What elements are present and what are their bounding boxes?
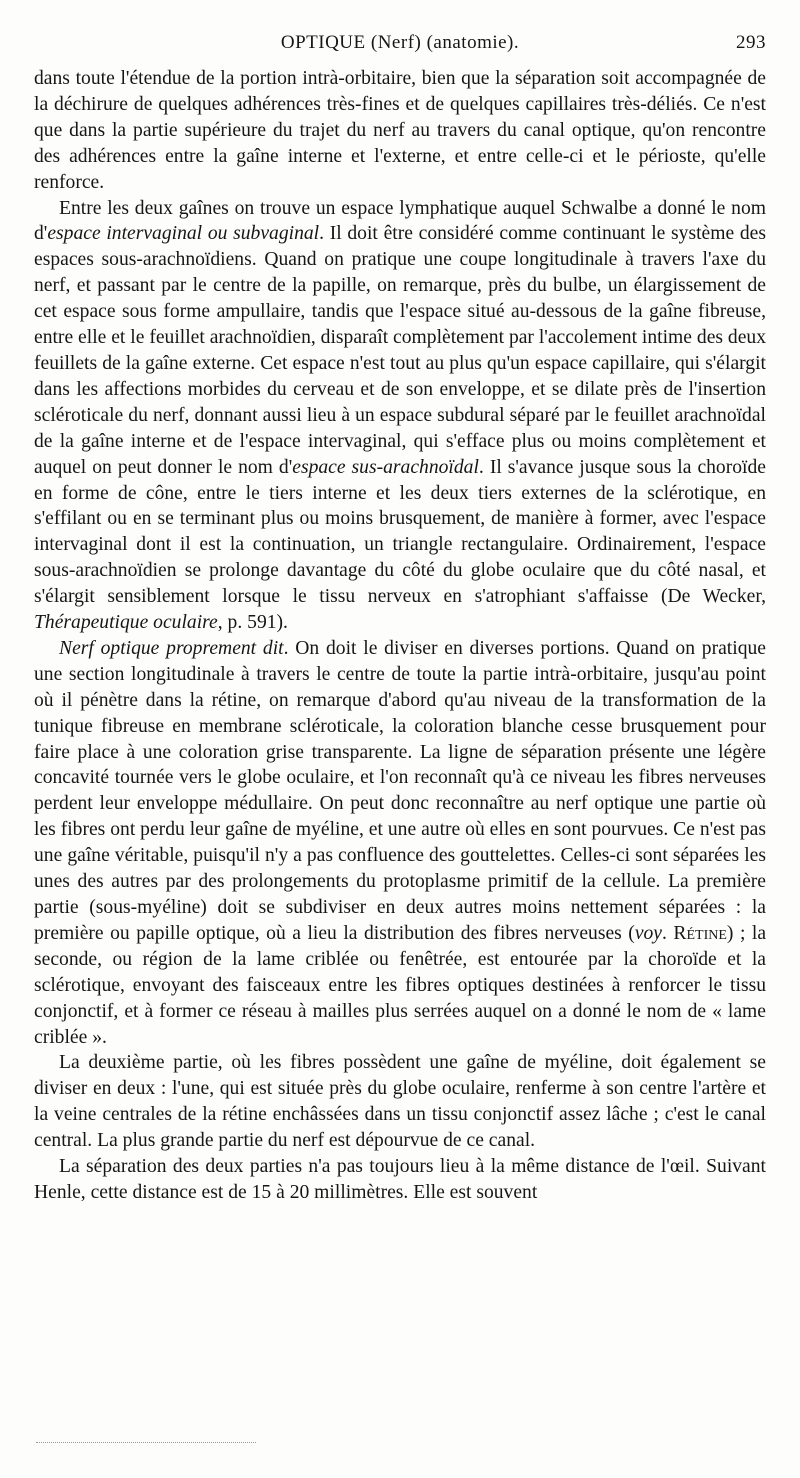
text-run: . Il s'avance jusque sous la choroïde en forme de cône, entre le tiers interne et les deux tiers externes de la sclérotique, en s'effilant ou en se terminant plus ou moins brusquement, de manière à former, avec l'espace intervaginal dont il est la continuation, un triangle rectangulaire. Ordinairement, l'espace sous-arachnoïdien se prolonge davantage du côté du globe oculaire que du côté nasal, et s'élargit sensiblement lorsque le tissu nerveux en s'atrophiant s'affaisse (De Wecker, bbox=[34, 456, 766, 608]
paragraph bbox=[34, 1154, 766, 1206]
italic-run: voy bbox=[634, 922, 663, 944]
text-run: . On doit le diviser en diverses portions. Quand on pratique une section longitudinale à travers le centre de toute la partie intrà-orbitaire, jusqu'au point où il pénètre dans la rétine, on remarque d'abord qu'au niveau de la transformation de la tunique fibreuse en membrane scléroticale, la coloration blanche cesse brusquement pour faire place à une coloration grise transparente. La ligne de séparation présente une légère concavité tournée vers le globe oculaire, et l'on reconnaît qu'à ce niveau les fibres nerveuses perdent leur enveloppe médullaire. On peut donc reconnaître au nerf optique une partie où les fibres ont perdu leur gaîne de myéline, et une autre où elles en sont pourvues. Ce n'est pas une gaîne véritable, puisqu'il n'y a pas confluence des gouttelettes. Celles-ci sont séparées les unes des autres par des prolongements du protoplasme primitif de la cellule. La première partie (sous-myéline) doit se subdiviser en deux autres moins nettement séparées : la première ou papille optique, où a lieu la distribution des fibres nerveuses ( bbox=[34, 637, 766, 944]
text-run: . Il doit être considéré comme continuant le système des espaces sous-arachnoïdiens. Quand on pratique une coupe longitudinale à travers l'axe du nerf, et passant par le centre de la papille, on remarque, près du bulbe, un élargissement de cet espace sous forme ampullaire, tandis que l'espace situé au-dessous de la gaîne fibreuse, entre elle et le feuillet arachnoïdien, disparaît complètement par l'accolement intime des deux feuillets de la gaîne externe. Cet espace n'est tout au plus qu'un espace capillaire, qui s'élargit dans les affections morbides du cerveau et de son enveloppe, et se dilate près de l'insertion scléroticale du nerf, donnant aussi lieu à un espace subdural séparé par le feuillet arachnoïdal de la gaîne interne et de l'espace intervaginal, qui s'efface plus ou moins complètement et auquel on peut donner le nom d' bbox=[34, 223, 767, 478]
paragraph bbox=[34, 66, 766, 196]
paragraph bbox=[34, 196, 766, 636]
italic-run: Nerf optique proprement dit bbox=[59, 637, 284, 659]
paragraph bbox=[34, 1050, 766, 1154]
italic-run: espace sus-arachnoïdal bbox=[292, 456, 479, 478]
text-run: . bbox=[662, 922, 674, 944]
text-run: , p. 591). bbox=[217, 612, 288, 634]
footer-rule bbox=[36, 1442, 256, 1443]
text-run: La séparation des deux parties n'a pas toujours lieu à la même distance de l'œil. Suivant Henle, cette distance est de 15 à 20 millimètres. Elle est souvent bbox=[34, 1156, 766, 1203]
italic-run: Thérapeutique oculaire bbox=[34, 612, 218, 634]
italic-run: espace intervaginal ou subvaginal bbox=[47, 223, 320, 245]
text-run: Entre les deux gaînes on trouve un espace lymphatique auquel Schwalbe a donné le nom d' bbox=[34, 197, 766, 245]
page-number: 293 bbox=[736, 32, 766, 53]
running-title: OPTIQUE (Nerf) (anatomie). bbox=[280, 32, 520, 53]
running-head bbox=[34, 30, 766, 66]
text-run: ) ; la seconde, ou région de la lame criblée ou fenêtrée, est entourée par la choroïde et la sclérotique, envoyant des faisceaux entre les fibres optiques destinées à renforcer le tissu conjonctif, et à former ce réseau à mailles plus serrées auquel on a donné le nom de « lame criblée ». bbox=[34, 922, 767, 1048]
text-run: La deuxième partie, où les fibres possèdent une gaîne de myéline, doit également se diviser en deux : l'une, qui est située près du globe oculaire, renferme à son centre l'artère et la veine centrales de la rétine enchâssées dans un tissu conjonctif assez lâche ; c'est le canal central. La plus grande partie du nerf est dépourvue de ce canal. bbox=[34, 1052, 766, 1152]
text-run: dans toute l'étendue de la portion intrà-orbitaire, bien que la séparation soit accompagnée de la déchirure de quelques adhérences très-fines et de quelques capillaires très-déliés. Ce n'est que dans la partie supérieure du trajet du nerf au travers du canal optique, qu'on rencontre des adhérences entre la gaîne interne et l'externe, et entre celle-ci et le périoste, qu'elle renforce. bbox=[34, 68, 766, 193]
body-text bbox=[34, 66, 766, 1206]
small-caps-run: Rétine bbox=[673, 922, 727, 944]
paragraph bbox=[34, 636, 766, 1051]
